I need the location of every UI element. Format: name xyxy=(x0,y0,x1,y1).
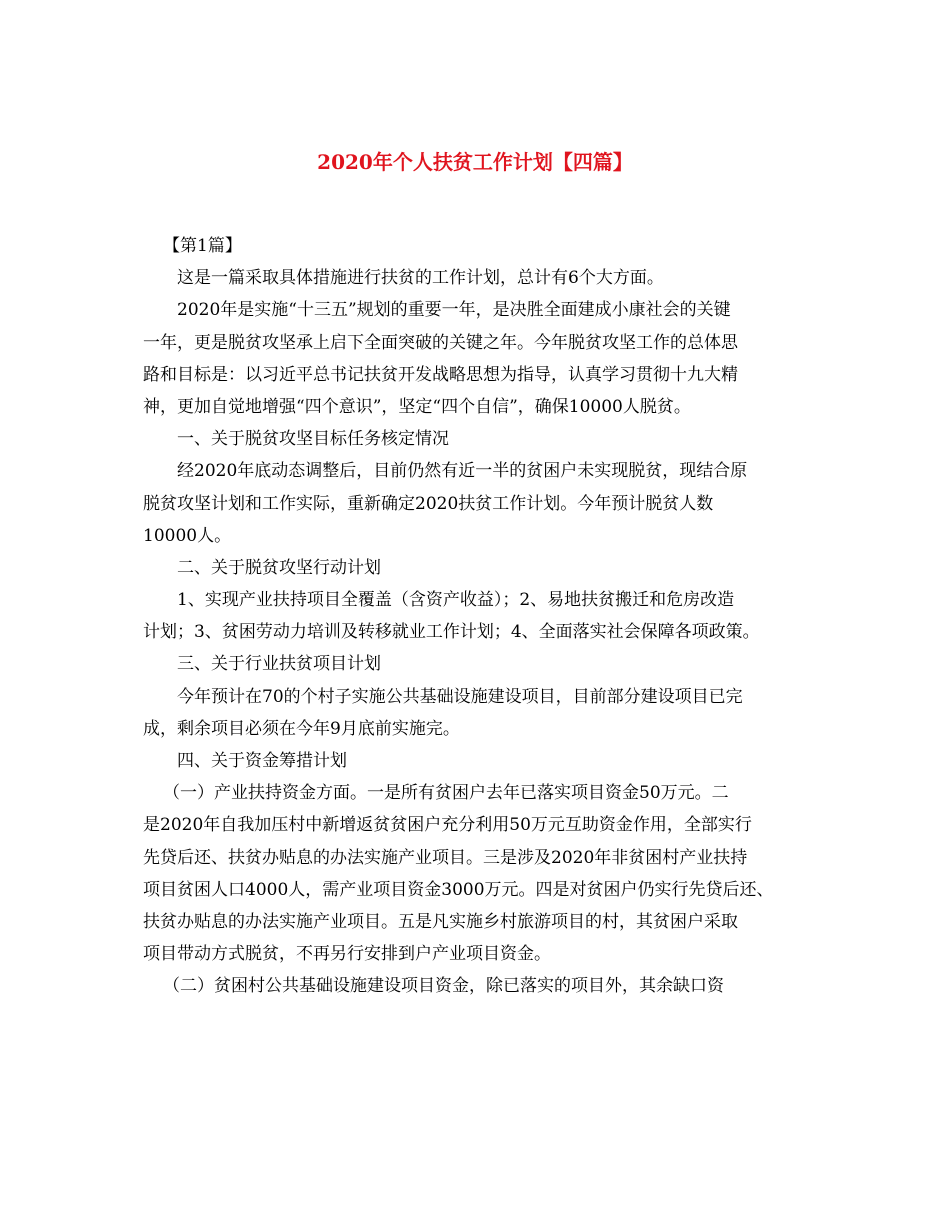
text-line: 路和目标是：以习近平总书记扶贫开发战略思想为指导，认真学习贯彻十九大精 xyxy=(143,364,738,385)
text-line: （二）贫困村公共基础设施建设项目资金，除已落实的项目外，其余缺口资 xyxy=(163,976,724,997)
text-line: 神，更加自觉地增强“四个意识”，坚定“四个自信”，确保10000人脱贫。 xyxy=(143,396,691,417)
text-line: 项目贫困人口4000人，需产业项目资金3000万元。四是对贫困户仍实行先贷后还、 xyxy=(143,879,774,900)
text-line: 项目带动方式脱贫，不再另行安排到户产业项目资金。 xyxy=(143,944,551,965)
section-heading: 四、关于资金筹措计划 xyxy=(177,751,347,771)
text-line: 这是一篇采取具体措施进行扶贫的工作计划，总计有6个大方面。 xyxy=(177,268,664,289)
text-line: 成，剩余项目必须在今年9月底前实施完。 xyxy=(143,718,460,739)
section-heading: 二、关于脱贫攻坚行动计划 xyxy=(177,557,381,578)
text-line: 【第1篇】 xyxy=(163,236,242,256)
section-heading: 一、关于脱贫攻坚目标任务核定情况 xyxy=(177,429,449,450)
document-body xyxy=(143,230,833,1003)
text-line: 脱贫攻坚计划和工作实际，重新确定2020扶贫工作计划。今年预计脱贫人数 xyxy=(143,493,714,514)
text-line: 2020年是实施“十三五”规划的重要一年，是决胜全面建成小康社会的关键 xyxy=(177,300,731,321)
text-line: 10000人。 xyxy=(143,525,232,546)
text-line: 扶贫办贴息的办法实施产业项目。五是凡实施乡村旅游项目的村，其贫困户采取 xyxy=(143,911,738,932)
text-line: 一年，更是脱贫攻坚承上启下全面突破的关键之年。今年脱贫攻坚工作的总体思 xyxy=(143,332,738,353)
text-line: 1、实现产业扶持项目全覆盖（含资产收益）；2、易地扶贫搬迁和危房改造 xyxy=(177,590,735,611)
text-line: 今年预计在70的个村子实施公共基础设施建设项目，目前部分建设项目已完 xyxy=(177,686,743,707)
text-line: 计划；3、贫困劳动力培训及转移就业工作计划；4、全面落实社会保障各项政策。 xyxy=(143,622,760,643)
text-line: （一）产业扶持资金方面。一是所有贫困户去年已落实项目资金50万元。二 xyxy=(163,783,729,804)
text-line: 经2020年底动态调整后，目前仍然有近一半的贫困户未实现脱贫，现结合原 xyxy=(177,461,748,482)
text-line: 先贷后还、扶贫办贴息的办法实施产业项目。三是涉及2020年非贫困村产业扶持 xyxy=(143,847,748,868)
text-line: 是2020年自我加压村中新增返贫贫困户充分利用50万元互助资金作用，全部实行 xyxy=(143,815,752,836)
document-title: 2020年个人扶贫工作计划【四篇】 xyxy=(317,150,633,174)
section-heading: 三、关于行业扶贫项目计划 xyxy=(177,654,381,675)
